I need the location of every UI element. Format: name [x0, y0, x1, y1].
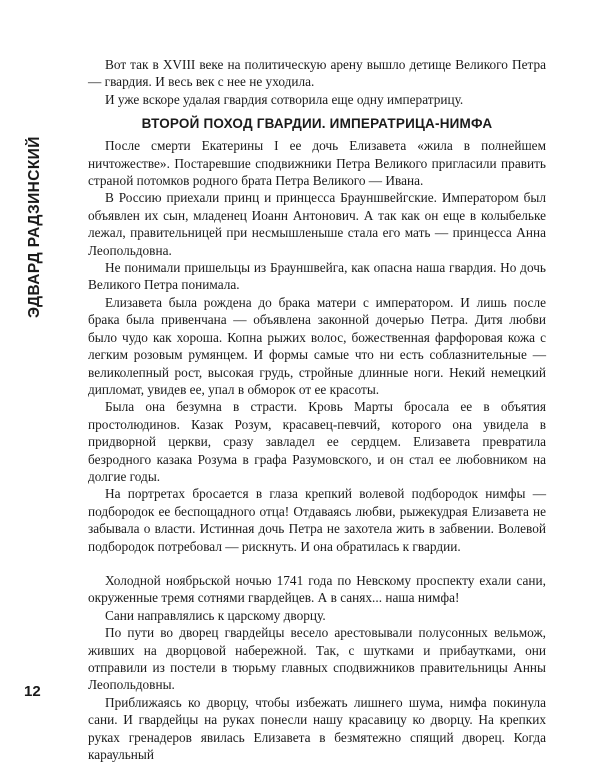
page-body [88, 56, 546, 763]
paragraph: По пути во дворец гвардейцы весело арестовывали полусонных вельмож, живших на дворцовой набережной. Так, с шутками и прибаутками, они отправили из постели в тюрьму главных сподвижников правительницы Анны Леопольдовны. [88, 625, 546, 693]
paragraph: Не понимали пришельцы из Брауншвейга, как опасна наша гвардия. Но дочь Великого Петра понимала. [88, 260, 546, 293]
paragraph: И уже вскоре удалая гвардия сотворила еще одну императрицу. [105, 91, 464, 107]
paragraph: Сани направлялись к царскому дворцу. [105, 607, 326, 623]
paragraph: Елизавета была рождена до брака матери с императором. И лишь после брака была привенчана — объявлена законной дочерью Петра. Дитя любви было чудо как хороша. Копна рыжих волос, божественная фарфоровая кожа с легким розовым румянцем. И формы самые что ни есть соблазнительные — великолепный рост, высокая грудь, стройные длинные ноги. Некий немецкий дипломат, увидев ее, упал в обморок от ее красоты. [88, 294, 546, 397]
paragraph: Приближаясь ко дворцу, чтобы избежать лишнего шума, нимфа покинула сани. И гвардейцы на руках понесли нашу красавицу ко дворцу. На крепких руках гренадеров явилась Елизавета в безмятежно спящий дворец. Когда караульный [88, 694, 546, 763]
paragraph: В Россию приехали принц и принцесса Брауншвейгские. Императором был объявлен их сын, младенец Иоанн Антонович. А так как он еще в колыбельке лежал, правительницей при несмышленыше стала его мать — принцесса Анна Леопольдовна. [88, 190, 546, 258]
section-break [88, 555, 546, 572]
section-title: ВТОРОЙ ПОХОД ГВАРДИИ. ИМПЕРАТРИЦА-НИМФА [141, 116, 493, 132]
paragraph: На портретах бросается в глаза крепкий волевой подбородок нимфы — подбородок ее беспощадного отца! Отдаваясь любви, рыжекудрая Елизавета не забывала о власти. Истинная дочь Петра не захотела жить в забвении. Волевой подбородок потребовал — рискнуть. И она обратилась к гвардии. [88, 486, 546, 554]
page-number: 12 [24, 683, 41, 700]
paragraph: Холодной ноябрьской ночью 1741 года по Невскому проспекту ехали сани, окруженные тремя сотнями гвардейцев. А в санях... наша нимфа! [88, 572, 546, 606]
paragraph: Вот так в XVIII веке на политическую арену вышло детище Великого Петра — гвардия. И весь век с нее не уходила. [88, 57, 546, 90]
running-header-author: ЭДВАРД РАДЗИНСКИЙ [26, 136, 43, 318]
paragraph: Была она безумна в страсти. Кровь Марты бросала ее в объятия простолюдинов. Казак Розум, красавец-певчий, которого она увидела в придворной церкви, сразу завладел ее сердцем. Елизавета превратила безродного казака Розума в графа Разумовского, и он стал ее любовником на долгие годы. [88, 399, 546, 484]
paragraph: После смерти Екатерины I ее дочь Елизавета «жила в полнейшем ничтожестве». Постаревшие сподвижники Петра Великого пригласили править страной потомков родного брата Петра Великого — Ивана. [88, 138, 546, 189]
